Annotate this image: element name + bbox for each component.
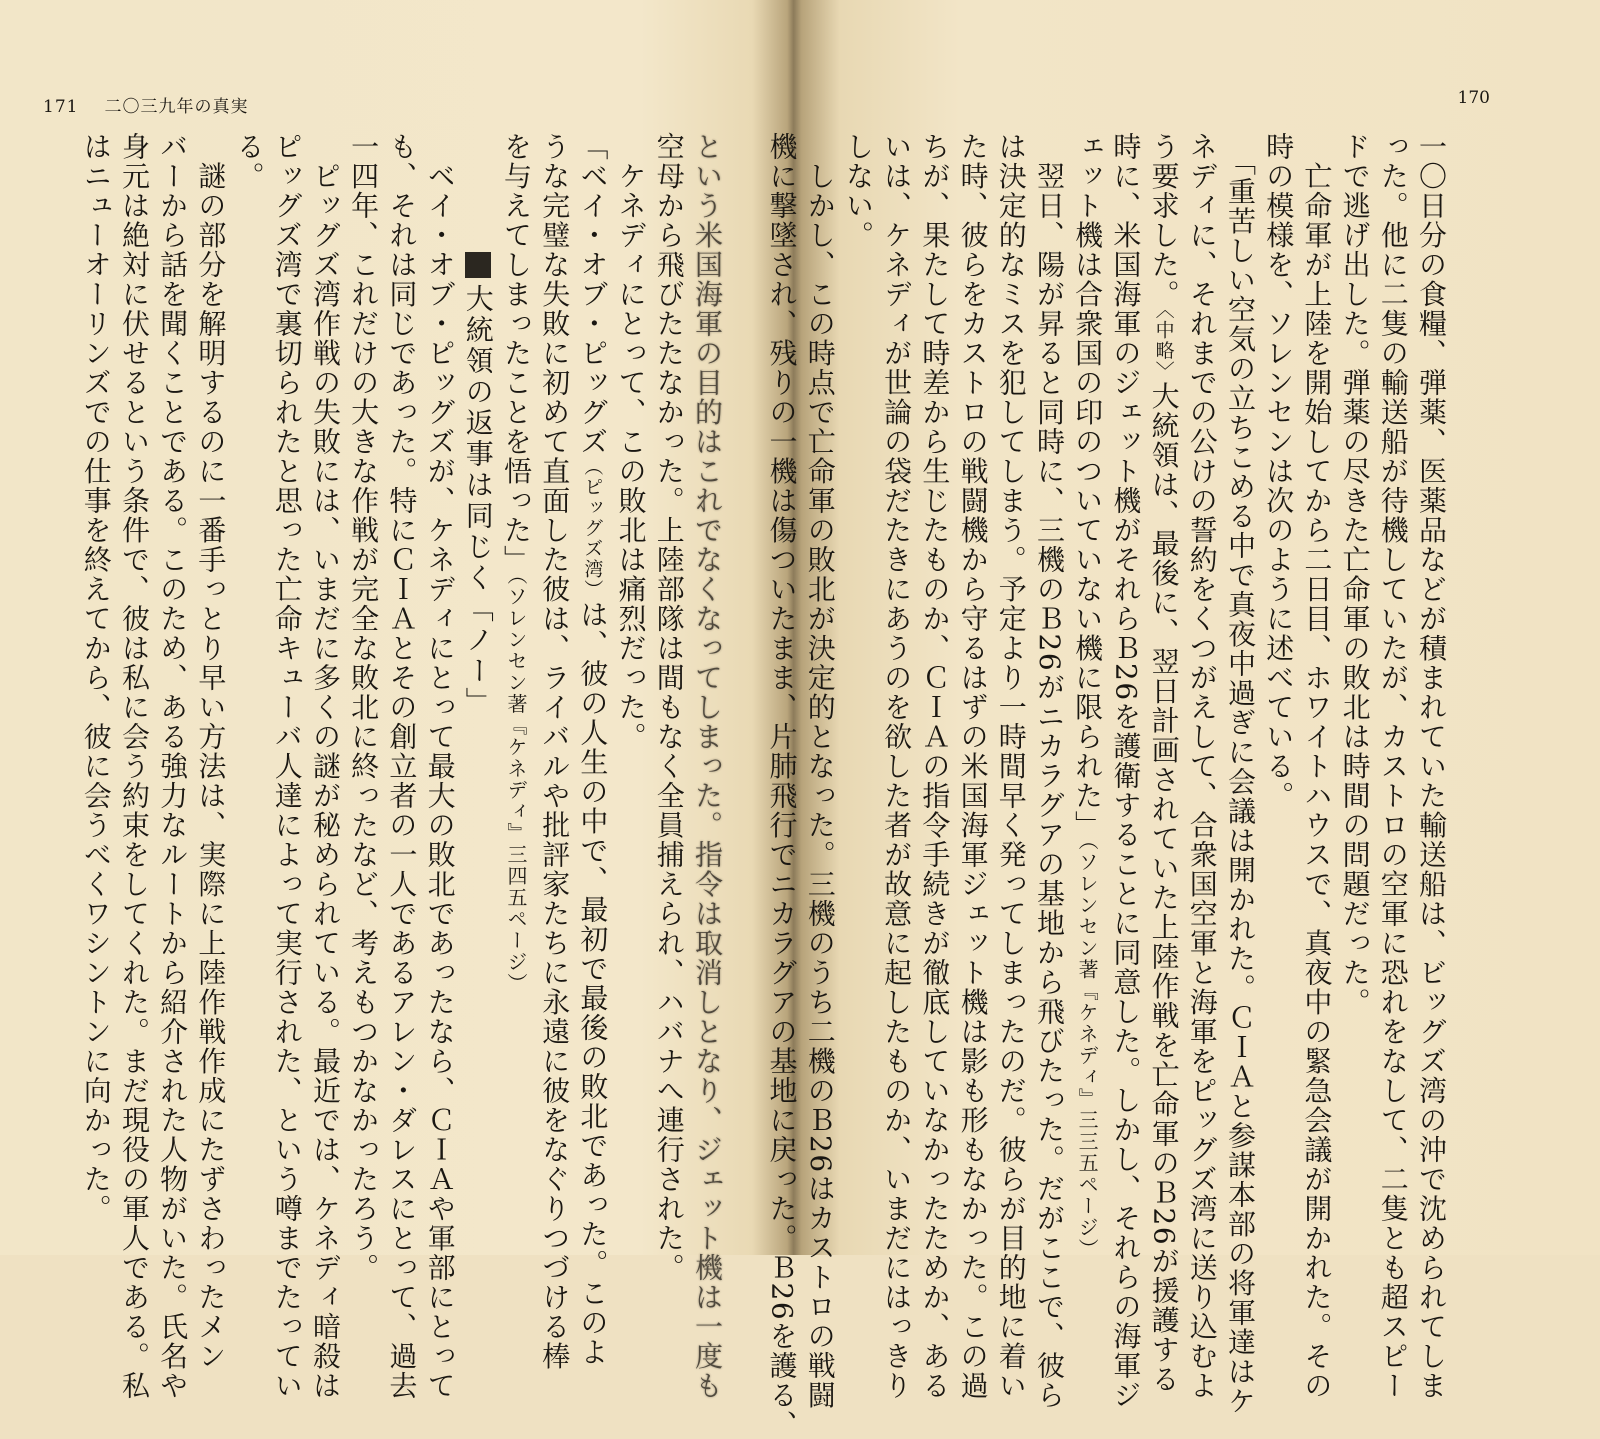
text-column: った。他に二隻の輸送船が待機していたが、カストロの空軍に恐れをなして、二隻とも超スピー [1376,132,1410,1401]
text-column: ピッグズ湾作戦の失敗には、いまだに多くの謎が秘められている。最近では、ケネディ暗殺は [308,161,342,1401]
text-column: た時、彼らをカストロの戦闘機から守るはずの米国海軍ジェット機は影も形もなかった。この過 [956,132,990,1401]
page-number-right: 170 [1457,88,1490,108]
text-column: しかし、この時点で亡命軍の敗北が決定的となった。三機のうち二機のＢ26はカストロの戦闘 [803,161,837,1410]
text-column: る。 [232,132,266,191]
text-column: 「ベイ・オブ・ピッグズ（ピッグズ湾）は、彼の人生の中で、最初で最後の敗北であった。このよ [576,132,610,1367]
text-column: 一〇日分の食糧、弾薬、医薬品などが積まれていた輸送船は、ビッグズ湾の沖で沈められてしま [1415,132,1448,1401]
text-column: 時に、米国海軍のジェット機がそれらＢ26を護衛することに同意した。しかし、それらの海軍ジ [1109,132,1143,1410]
text-column: しない。 [841,132,875,250]
text-column: という米国海軍の目的はこれでなくなってしまった。指令は取消しとなり、ジェット機は一度も [691,132,724,1401]
text-column: は決定的なミスを犯してしまう。予定より一時間早く発ってしまったのだ。彼らが目的地に着い [994,132,1028,1401]
text-column: 一四年、これだけの大きな作戦が完全な敗北に終ったなど、考えもつかなかったろう。 [347,132,381,1283]
left-page-text [46,132,726,1401]
left-page [0,0,790,1401]
section-heading: 大統領の返事は同じく「ノー」 [459,252,497,1222]
text-column: 時の模様を、ソレンセンは次のように述べている。 [1262,132,1296,811]
text-column: バーから話を聞くことである。このため、ある強力なルートから紹介された人物がいた。氏名や [156,132,190,1401]
page-number-left: 171 [43,97,79,117]
text-column: 謎の部分を解明するのに一番手っとり早い方法は、実際に上陸作戦作成にたずさわったメン [194,161,228,1371]
right-page [765,0,1600,1439]
text-column: ベイ・オブ・ピッグズが、ケネディにとって最大の敗北であったなら、ＣＩＡや軍部にとって [423,161,457,1401]
text-column: 「重苦しい空気の立ちこめる中で真夜中過ぎに会議は開かれた。ＣＩＡと参謀本部の将軍達はケ [1223,161,1257,1416]
text-column: はニューオーリンズでの仕事を終えてから、彼に会うべくワシントンに向かった。 [79,132,113,1224]
text-column: ドで逃げ出した。弾薬の尽きた亡命軍の敗北は時間の問題だった。 [1338,132,1372,1017]
text-column: ェット機は合衆国の印のついていない機に限られた」（ソレンセン著『ケネディ』三三五ページ） [1071,132,1105,1260]
text-column: ちが、果たして時差から生じたものか、ＣＩＡの指令手続きが徹底していなかったためか、ある [918,132,952,1401]
text-column: 機に撃墜され、残りの一機は傷ついたまま、片肺飛行でニカラグアの基地に戻った。Ｂ26を護る、 [765,132,799,1439]
text-column: 翌日、陽が昇ると同時に、三機のＢ26がニカラグアの基地から飛びたった。だがここで、彼ら [1032,161,1066,1410]
text-column: う要求した。〈中略〉大統領は、最後に、翌日計画されていた上陸作戦を亡命軍のＢ26が援護する [1147,132,1181,1394]
text-column: うな完璧な失敗に初めて直面した彼は、ライバルや批評家たちに永遠に彼をなぐりつづける棒 [538,132,572,1371]
text-column: ピッグズ湾で裏切られたと思った亡命キューバ人達によって実行された、という噂までたってい [270,132,304,1401]
text-column: ケネディにとって、この敗北は痛烈だった。 [614,161,648,752]
text-column: 空母から飛びたたなかった。上陸部隊は間もなく全員捕えられ、ハバナへ連行された。 [652,132,686,1283]
running-title: 二〇三九年の真実 [104,97,249,117]
text-column: 身元は絶対に伏せるという条件で、彼は私に会う約束をしてくれた。まだ現役の軍人である。私 [117,132,151,1401]
text-column: ネディに、それまでの公けの誓約をくつがえして、合衆国空軍と海軍をピッグズ湾に送り込むよ [1185,132,1219,1401]
heading-square-mark [465,252,491,278]
running-head [43,92,248,117]
text-column: を与えてしまったことを悟った」（ソレンセン著『ケネディ』三四五ページ） [499,132,533,995]
text-column: も、それは同じであった。特にＣＩＡとその創立者の一人であるアレン・ダレスにとって、過去 [385,132,419,1401]
text-column: 亡命軍が上陸を開始してから二日目、ホワイトハウスで、真夜中の緊急会議が開かれた。その [1300,161,1334,1401]
text-column: いは、ケネディが世論の袋だたきにあうのを欲した者が故意に起したものか、いまだにはっきり [880,132,914,1401]
right-page-text [765,132,1450,1439]
